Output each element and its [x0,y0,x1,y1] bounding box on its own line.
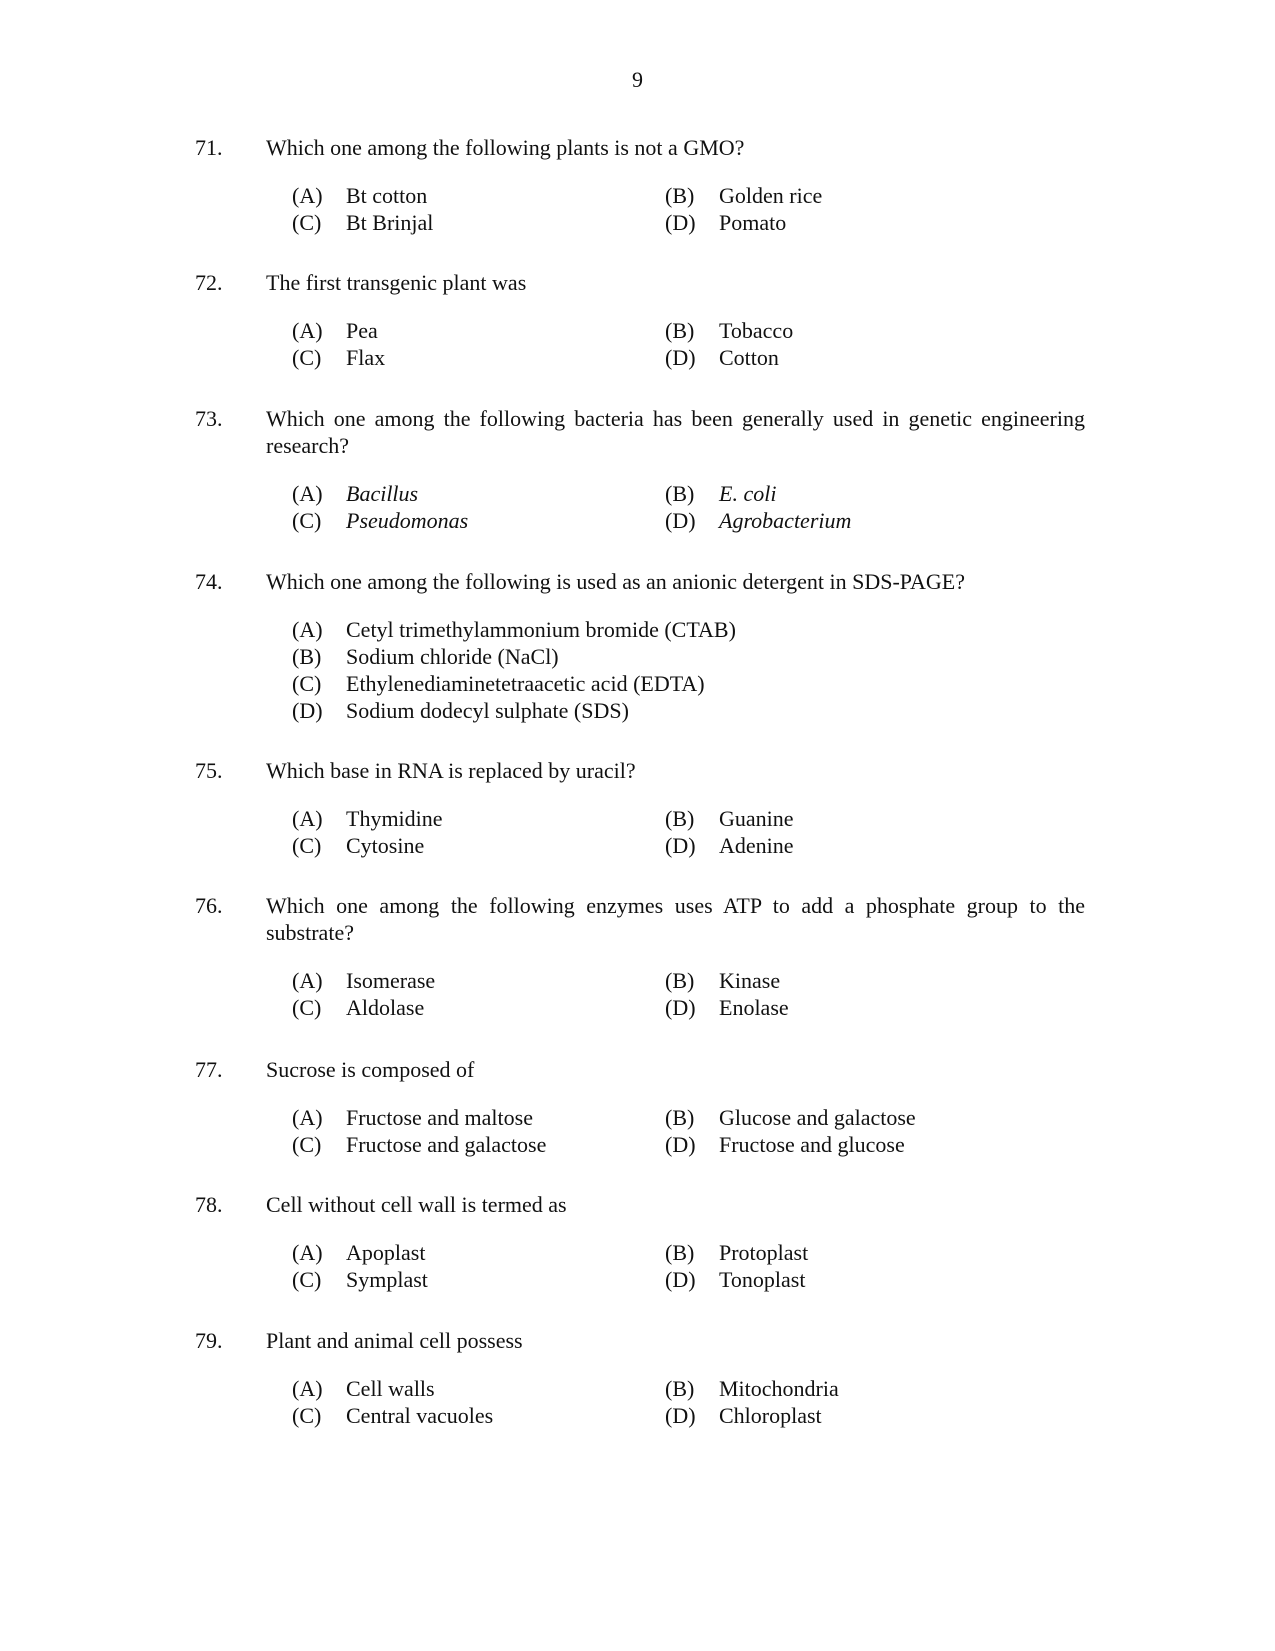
option-text: Cell walls [346,1376,435,1401]
option-text: Guanine [719,806,794,831]
question-number: 71. [195,135,223,160]
option-letter: (C) [292,210,322,235]
option-text: Isomerase [346,968,436,993]
question-header [195,1056,1085,1083]
option-text: Fructose and maltose [346,1105,533,1130]
option-text: Agrobacterium [719,508,852,533]
option-text: Aldolase [346,995,425,1020]
option-text: Chloroplast [719,1403,822,1428]
option-text: Sodium chloride (NaCl) [346,644,559,669]
question-76 [195,892,1085,1021]
options-grid [195,1239,1085,1293]
option-letter: (A) [292,617,323,642]
options-grid [195,1375,1085,1429]
option-letter: (D) [665,995,696,1020]
question-78 [195,1191,1085,1293]
question-number: 73. [195,406,223,431]
question-header [195,134,1085,161]
option-text: Fructose and galactose [346,1132,547,1157]
option-text: Flax [346,345,386,370]
option-text: Tobacco [719,318,794,343]
option-text: Bt cotton [346,183,428,208]
option-letter: (C) [292,345,322,370]
question-header [195,1327,1085,1354]
question-header [195,568,1085,595]
option-text: Cetyl trimethylammonium bromide (CTAB) [346,617,736,642]
question-text: Which one among the following enzymes uses ATP to add a phosphate group to the substrate? [266,893,1085,945]
option-text: Thymidine [346,806,443,831]
option-letter: (B) [665,183,695,208]
question-number: 74. [195,569,223,594]
question-number: 72. [195,270,223,295]
question-text: Which one among the following plants is not a GMO? [266,135,745,160]
option-letter: (B) [292,644,322,669]
option-letter: (C) [292,1132,322,1157]
option-letter: (D) [665,1132,696,1157]
option-letter: (B) [665,481,695,506]
question-77 [195,1056,1085,1158]
option-text: Fructose and glucose [719,1132,905,1157]
question-text: Which base in RNA is replaced by uracil? [266,758,636,783]
option-letter: (C) [292,508,322,533]
question-header [195,269,1085,296]
option-text: Golden rice [719,183,823,208]
options-grid [195,1104,1085,1158]
option-letter: (B) [665,1376,695,1401]
option-letter: (D) [665,1267,696,1292]
question-text: Which one among the following is used as an anionic detergent in SDS-PAGE? [266,569,965,594]
question-74 [195,568,1085,724]
question-text: Cell without cell wall is termed as [266,1192,567,1217]
option-text: Apoplast [346,1240,426,1265]
question-text: Which one among the following bacteria has been generally used in genetic engineering research? [266,406,1085,458]
option-text: Bacillus [346,481,419,506]
option-letter: (D) [665,1403,696,1428]
option-letter: (A) [292,481,323,506]
option-letter: (A) [292,806,323,831]
question-text: Plant and animal cell possess [266,1328,523,1353]
options-list [195,616,1085,724]
option-letter: (D) [665,508,696,533]
options-grid [195,967,1085,1021]
option-letter: (A) [292,1105,323,1130]
question-header [195,892,1085,946]
page-number: 9 [632,67,643,92]
option-text: Cytosine [346,833,425,858]
option-letter: (A) [292,318,323,343]
options-grid [195,805,1085,859]
option-letter: (D) [292,698,323,723]
option-text: Cotton [719,345,779,370]
option-letter: (A) [292,1376,323,1401]
option-text: Bt Brinjal [346,210,434,235]
option-letter: (C) [292,833,322,858]
question-header [195,757,1085,784]
question-75 [195,757,1085,859]
option-letter: (D) [665,345,696,370]
option-letter: (C) [292,1267,322,1292]
question-number: 75. [195,758,223,783]
question-header [195,1191,1085,1218]
option-letter: (C) [292,671,322,696]
option-letter: (D) [665,833,696,858]
option-text: Symplast [346,1267,428,1292]
question-71 [195,134,1085,236]
option-text: Glucose and galactose [719,1105,916,1130]
option-letter: (B) [665,1105,695,1130]
option-text: Pseudomonas [346,508,469,533]
option-text: Adenine [719,833,794,858]
option-letter: (A) [292,183,323,208]
option-text: Enolase [719,995,789,1020]
option-letter: (B) [665,806,695,831]
options-grid [195,317,1085,371]
option-text: Protoplast [719,1240,809,1265]
options-grid [195,480,1085,534]
question-number: 78. [195,1192,223,1217]
question-number: 79. [195,1328,223,1353]
option-text: Kinase [719,968,781,993]
question-79 [195,1327,1085,1429]
option-letter: (B) [665,968,695,993]
options-grid [195,182,1085,236]
option-text: E. coli [719,481,777,506]
option-text: Tonoplast [719,1267,806,1292]
question-number: 77. [195,1057,223,1082]
option-letter: (B) [665,1240,695,1265]
option-letter: (A) [292,1240,323,1265]
option-letter: (C) [292,1403,322,1428]
option-text: Pomato [719,210,787,235]
question-header [195,405,1085,459]
question-text: Sucrose is composed of [266,1057,475,1082]
option-letter: (B) [665,318,695,343]
question-73 [195,405,1085,534]
question-text: The first transgenic plant was [266,270,527,295]
option-text: Mitochondria [719,1376,839,1401]
option-text: Sodium dodecyl sulphate (SDS) [346,698,629,723]
option-letter: (C) [292,995,322,1020]
option-text: Central vacuoles [346,1403,494,1428]
question-72 [195,269,1085,371]
option-letter: (D) [665,210,696,235]
question-number: 76. [195,893,223,918]
option-text: Pea [346,318,378,343]
option-letter: (A) [292,968,323,993]
option-text: Ethylenediaminetetraacetic acid (EDTA) [346,671,705,696]
